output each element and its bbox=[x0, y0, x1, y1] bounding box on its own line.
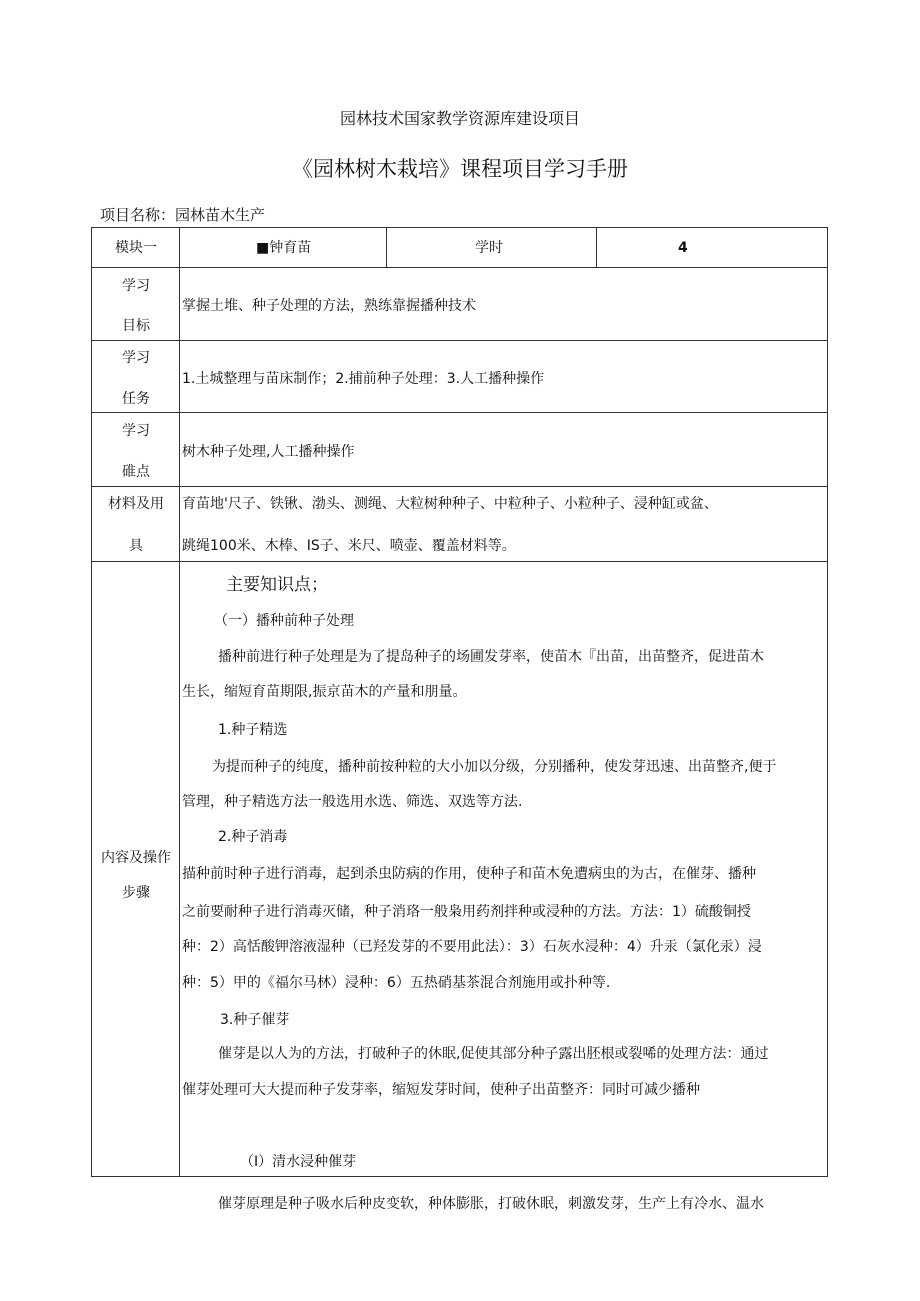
table-label-divider bbox=[179, 227, 180, 1177]
table-row-divider bbox=[91, 561, 828, 562]
table-row-divider bbox=[91, 412, 828, 413]
content-subheading: （I）清水浸种催芽 bbox=[240, 1154, 357, 1170]
table-border-right bbox=[827, 227, 828, 1177]
materials-text-line1: 育苗地'尺子、铁锹、渤头、测绳、大粒树种种子、中粒种子、小粒种子、浸种缸或盆、 bbox=[182, 496, 718, 512]
table-row-divider bbox=[91, 340, 828, 341]
content-paragraph-line: 种：2）高恬酸钾溶液湿种（已羟发芽的不要用此法）：3）石灰水浸种：4）升汞（氯化汞）浸 bbox=[182, 939, 762, 955]
hours-value: 4 bbox=[678, 240, 688, 256]
task-label-line2: 任务 bbox=[122, 391, 150, 407]
table-border-bottom bbox=[91, 1176, 828, 1177]
content-subheading: 2.种子消毒 bbox=[218, 829, 288, 845]
table-border-left bbox=[91, 227, 92, 1177]
table-row-divider bbox=[91, 267, 828, 268]
difficulty-label-line2: 碓点 bbox=[122, 464, 150, 480]
materials-label-line2: 具 bbox=[129, 538, 143, 554]
content-label-line2: 步骤 bbox=[122, 885, 150, 901]
module-value: ■钟育苗 bbox=[256, 240, 312, 256]
goal-text: 掌握土堆、种子处理的方法，熟练靠握播种技术 bbox=[182, 298, 476, 314]
content-paragraph-line: 管理，种子精选方法一般选用水选、筛选、双选等方法. bbox=[182, 794, 523, 810]
difficulty-label-line1: 学习 bbox=[122, 423, 150, 439]
content-paragraph-line: 催芽处理可大大提而种子发芽率，缩短发芽时间，使种子出苗整齐：同时可减少播种 bbox=[182, 1082, 700, 1098]
task-text: 1.土城整理与苗床制作；2.捕前种子处理：3.人工播种操作 bbox=[182, 371, 545, 387]
document-subtitle: 园林技术国家教学资源库建设项目 bbox=[339, 109, 580, 128]
content-paragraph-line: 描种前时种子进行消毒，起到杀虫防病的作用，使种子和苗木免遭病虫的为古，在催芽、播种 bbox=[182, 866, 756, 882]
content-paragraph-line: 为提而种子的纯度，播种前按种粒的大小加以分级，分别播种，使发芽迅速、出苗整齐,便于 bbox=[212, 759, 777, 775]
document-title: 《园林树木栽培》课程项目学习手册 bbox=[292, 157, 628, 181]
difficulty-text: 树木种子处理,人工播种操作 bbox=[182, 444, 355, 460]
content-subheading: 1.种子精选 bbox=[218, 722, 288, 738]
content-section-heading: （一）播种前种子处理 bbox=[214, 613, 354, 629]
content-heading: 主要知识点； bbox=[226, 575, 328, 595]
table-col-divider bbox=[386, 227, 387, 268]
after-table-paragraph: 催芽原理是种子吸水后种皮变软，种体膨胀，打破休眠，刺激发芽，生产上有冷水、温水 bbox=[218, 1196, 764, 1212]
materials-text-line2: 跳绳100米、木棒、IS子、米尺、喷壶、覆盖材料等。 bbox=[182, 538, 516, 554]
materials-label-line1: 材料及用 bbox=[108, 496, 164, 512]
content-paragraph-line: 催芽是以人为的方法，打破种子的休眠,促使其部分种子露出胚根或裂唏的处理方法：通过 bbox=[218, 1046, 769, 1062]
module-label: 模块一 bbox=[115, 240, 157, 256]
task-label-line1: 学习 bbox=[122, 350, 150, 366]
content-paragraph-line: 之前要耐种子进行消毒灭储，种子消珞一般枭用药剂拌种或浸种的方法。方法：1）硫酸铜授 bbox=[182, 904, 751, 920]
content-paragraph-line: 生长，缩短育苗期限,振京苗木的产量和朋量。 bbox=[182, 684, 467, 700]
table-col-divider bbox=[596, 227, 597, 268]
hours-label: 学时 bbox=[475, 240, 503, 256]
goal-label-line1: 学习 bbox=[122, 278, 150, 294]
table-row-divider bbox=[91, 486, 828, 487]
content-paragraph-line: 播种前进行种子处理是为了提岛种子的场圃发芽率，使苗木『出苗，出苗整齐，促进苗木 bbox=[218, 649, 764, 665]
goal-label-line2: 目标 bbox=[122, 318, 150, 334]
project-name: 项目名称：园林苗木生产 bbox=[100, 206, 266, 224]
table-border-top bbox=[91, 227, 828, 228]
content-paragraph-line: 种：5）甲的《福尔马林）浸种：6）五热硝基茶混合剂施用或扑种等. bbox=[182, 975, 611, 991]
content-subheading: 3.种子催芽 bbox=[220, 1012, 290, 1028]
content-label-line1: 内容及操作 bbox=[101, 850, 171, 866]
